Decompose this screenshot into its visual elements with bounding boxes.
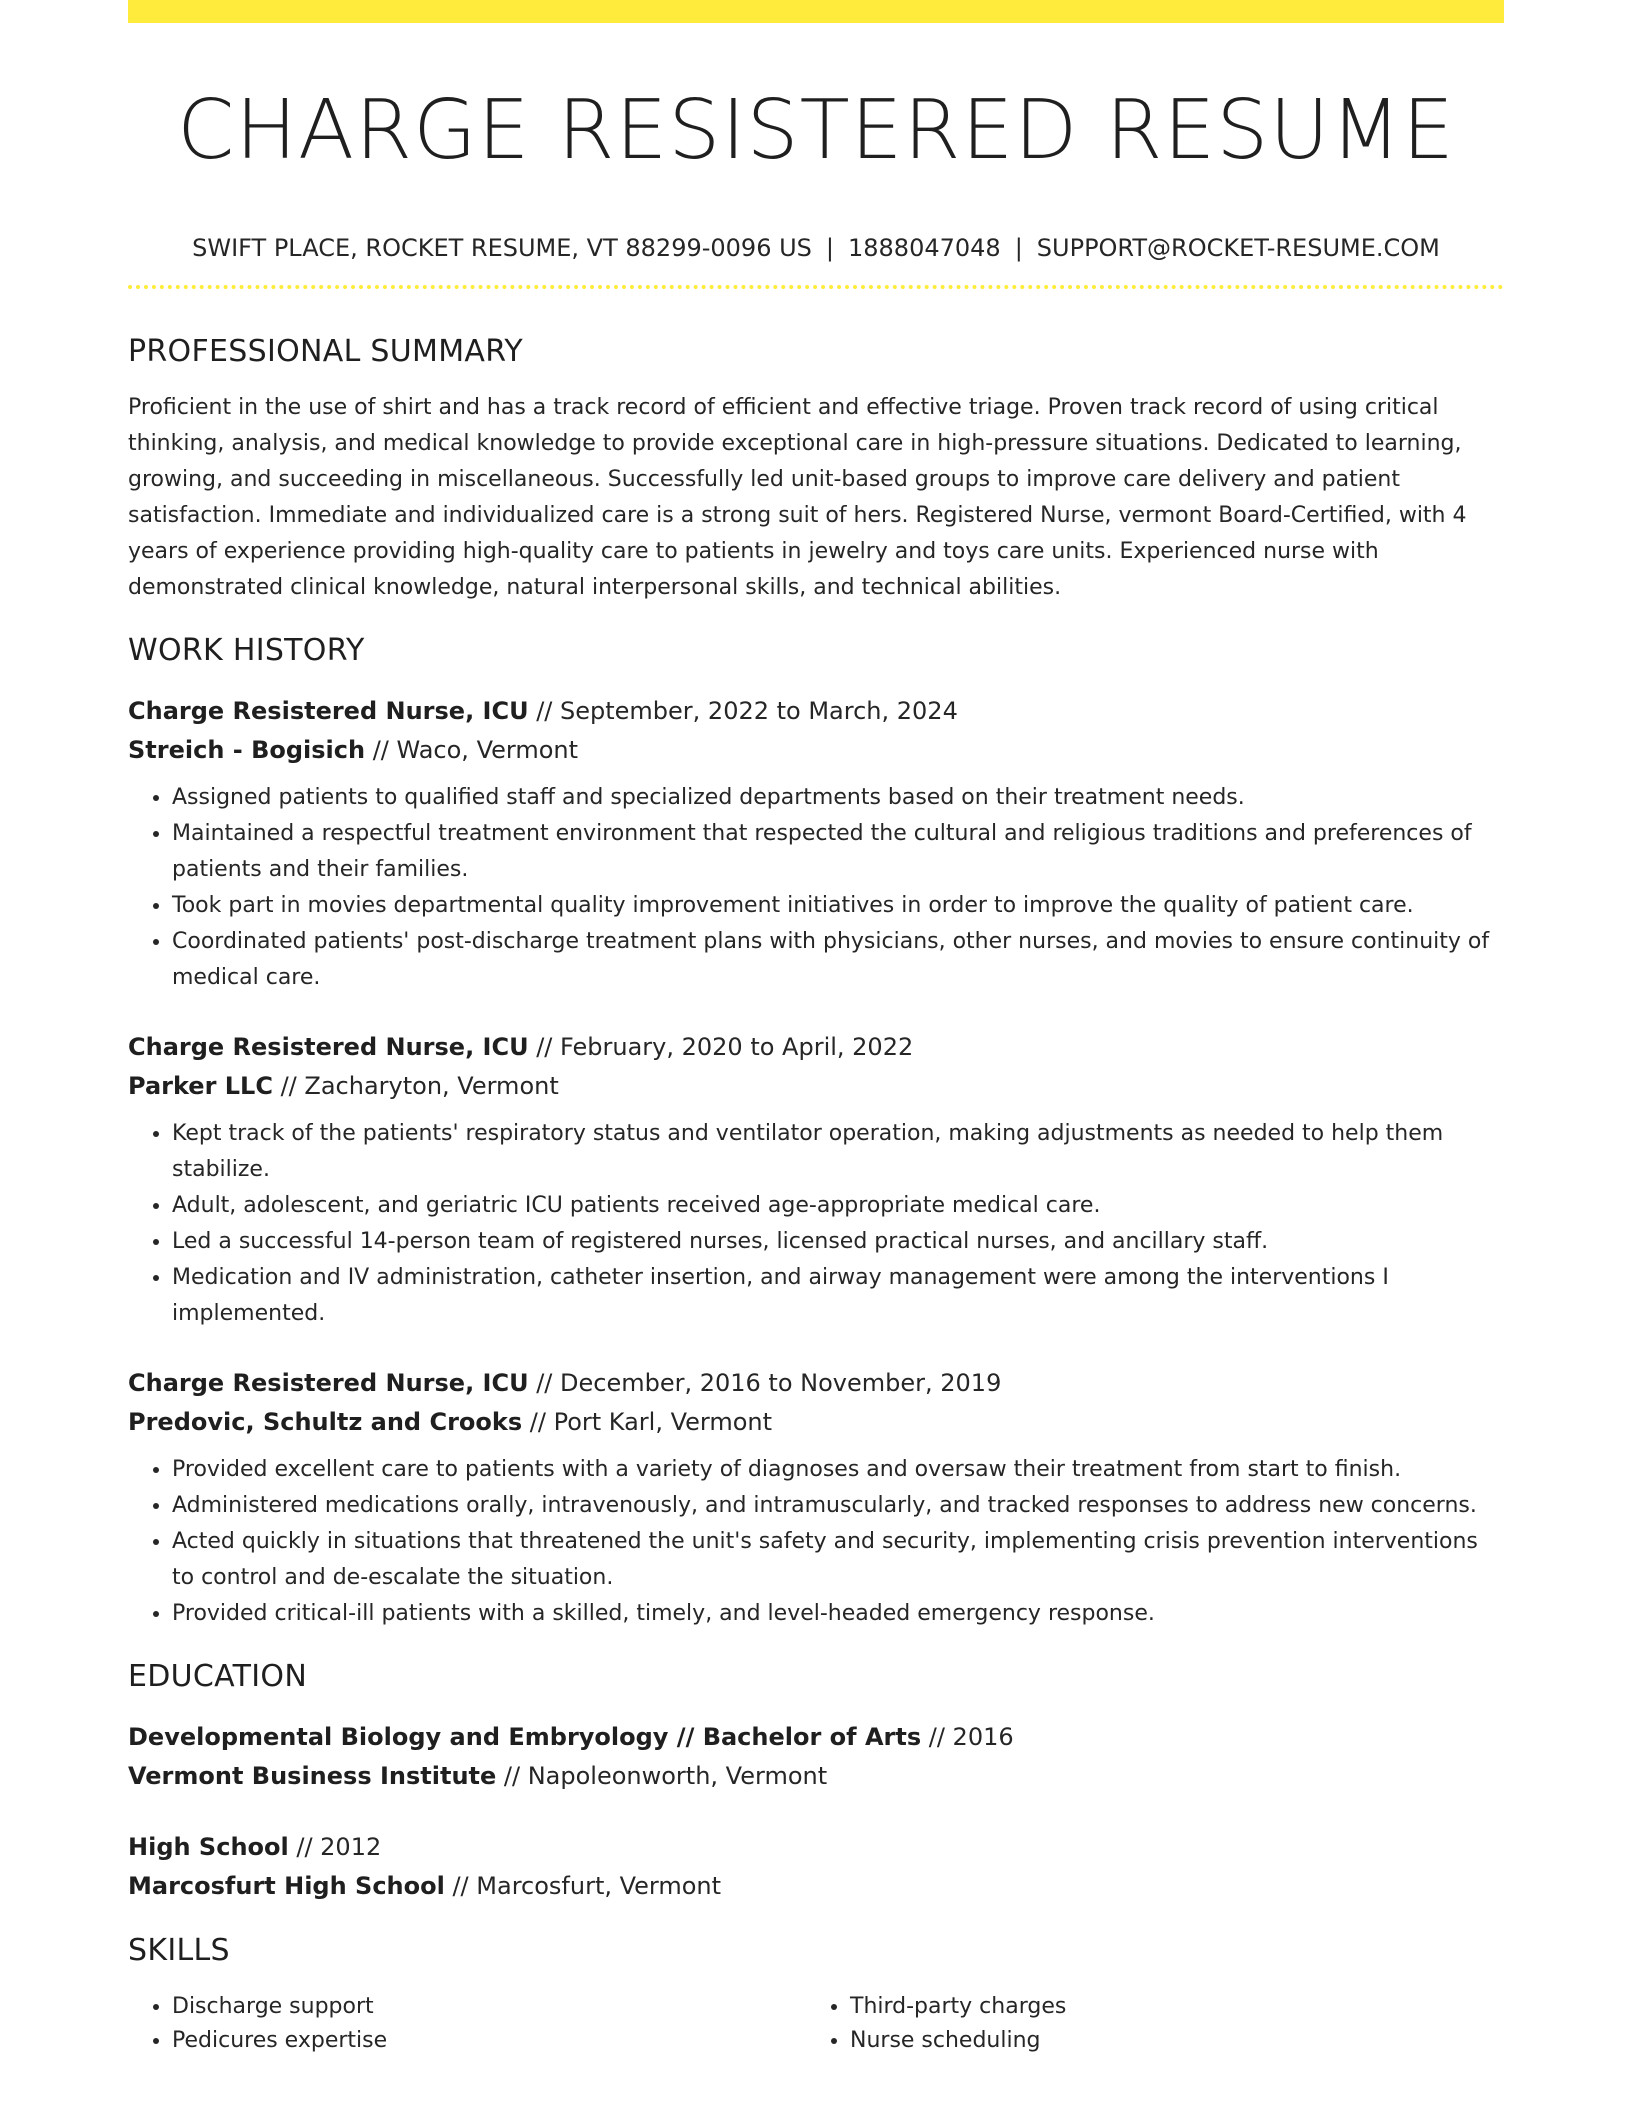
job-entry [128,692,1504,996]
education-degree: Developmental Biology and Embryology // Bachelor of Arts [128,1723,922,1751]
job-dates: // February, 2020 to April, 2022 [528,1033,914,1061]
education-school-line [128,1867,1504,1906]
skill-item: • Discharge support [172,1990,806,2024]
education-entry [128,1828,1504,1906]
education-heading: EDUCATION [128,1659,308,1694]
education-year: // 2016 [921,1723,1014,1751]
skill-item: • Nurse scheduling [850,2024,1484,2058]
job-title-line [128,1028,1504,1067]
job-bullet: • Adult, adolescent, and geriatric ICU patients received age-appropriate medical care. [172,1188,1504,1224]
job-bullets [128,780,1504,996]
education-school-line [128,1757,1504,1796]
job-bullets [128,1452,1504,1632]
skill-item: • Pedicures expertise [172,2024,806,2058]
job-bullet: • Acted quickly in situations that threatened the unit's safety and security, implementing crisis prevention interventions to control and de-escalate the situation. [172,1524,1504,1596]
job-bullet: • Assigned patients to qualified staff and specialized departments based on their treatment needs. [172,780,1504,816]
resume-content [128,0,1504,2058]
contact-phone: 1888047048 [848,234,1001,262]
job-bullet: • Maintained a respectful treatment environment that respected the cultural and religious traditions and preferences of patients and their families. [172,816,1504,888]
education-school: Marcosfurt High School [128,1872,445,1900]
job-bullet: • Provided critical-ill patients with a skilled, timely, and level-headed emergency response. [172,1596,1504,1632]
job-location: // Port Karl, Vermont [522,1408,773,1436]
contact-separator: | [825,234,834,262]
education-year: // 2012 [288,1833,382,1861]
education-location: // Napoleonworth, Vermont [496,1762,828,1790]
job-dates: // December, 2016 to November, 2019 [528,1369,1002,1397]
job-bullet: • Provided excellent care to patients with a variety of diagnoses and oversaw their treatment from start to finish. [172,1452,1504,1488]
job-dates: // September, 2022 to March, 2024 [528,697,958,725]
contact-address: SWIFT PLACE, ROCKET RESUME, VT 88299-0096 US [192,234,812,262]
education-degree: High School [128,1833,289,1861]
contact-email: SUPPORT@ROCKET-RESUME.COM [1036,234,1440,262]
education-entry [128,1718,1504,1796]
education-degree-line [128,1828,1504,1867]
job-title: Charge Resistered Nurse, ICU [128,697,529,725]
contact-separator: | [1014,234,1023,262]
job-entry [128,1028,1504,1332]
job-bullet: • Medication and IV administration, catheter insertion, and airway management were among the interventions I implemented. [172,1260,1504,1332]
resume-title: CHARGE RESISTERED RESUME [177,83,1455,178]
skills-column-right [806,1990,1484,2058]
skill-item: • Third-party charges [850,1990,1484,2024]
skills-heading: SKILLS [128,1933,230,1968]
summary-text: Proficient in the use of shirt and has a track record of efficient and effective triage. Proven track record of using critical thinking, analysis, and medical knowledge to provide exceptional care in high-pressure situations. Dedicated to learning, growing, and succeeding in miscellaneous. Successfully led unit-based groups to improve care delivery and patient satisfaction. Immediate and individualized care is a strong suit of hers. Registered Nurse, vermont Board-Certified, with 4 years of experience providing high-quality care to patients in jewelry and toys care units. Experienced nurse with demonstrated clinical knowledge, natural interpersonal skills, and technical abilities. [128,395,1467,600]
education-location: // Marcosfurt, Vermont [444,1872,722,1900]
job-company-line [128,731,1504,770]
summary-heading: PROFESSIONAL SUMMARY [128,334,524,369]
job-title-line [128,1364,1504,1403]
job-entry [128,1364,1504,1632]
job-bullet: • Coordinated patients' post-discharge treatment plans with physicians, other nurses, and movies to ensure continuity of medical care. [172,924,1504,996]
job-location: // Zacharyton, Vermont [272,1072,559,1100]
dotted-divider [128,285,1504,289]
job-bullet: • Took part in movies departmental quality improvement initiatives in order to improve the quality of patient care. [172,888,1504,924]
job-title: Charge Resistered Nurse, ICU [128,1369,529,1397]
job-bullet: • Kept track of the patients' respiratory status and ventilator operation, making adjustments as needed to help them stabilize. [172,1116,1504,1188]
skills-column-left [128,1990,806,2058]
job-bullet: • Led a successful 14-person team of registered nurses, licensed practical nurses, and ancillary staff. [172,1224,1504,1260]
job-bullet: • Administered medications orally, intravenously, and intramuscularly, and tracked responses to address new concerns. [172,1488,1504,1524]
contact-line [128,232,1504,264]
education-school: Vermont Business Institute [128,1762,497,1790]
job-company: Parker LLC [128,1072,273,1100]
work-history-heading: WORK HISTORY [128,633,365,668]
job-title-line [128,692,1504,731]
skills-columns [128,1990,1504,2058]
job-location: // Waco, Vermont [365,736,579,764]
job-company-line [128,1067,1504,1106]
job-company: Streich - Bogisich [128,736,366,764]
job-title: Charge Resistered Nurse, ICU [128,1033,529,1061]
job-company: Predovic, Schultz and Crooks [128,1408,523,1436]
job-company-line [128,1403,1504,1442]
education-degree-line [128,1718,1504,1757]
job-bullets [128,1116,1504,1332]
